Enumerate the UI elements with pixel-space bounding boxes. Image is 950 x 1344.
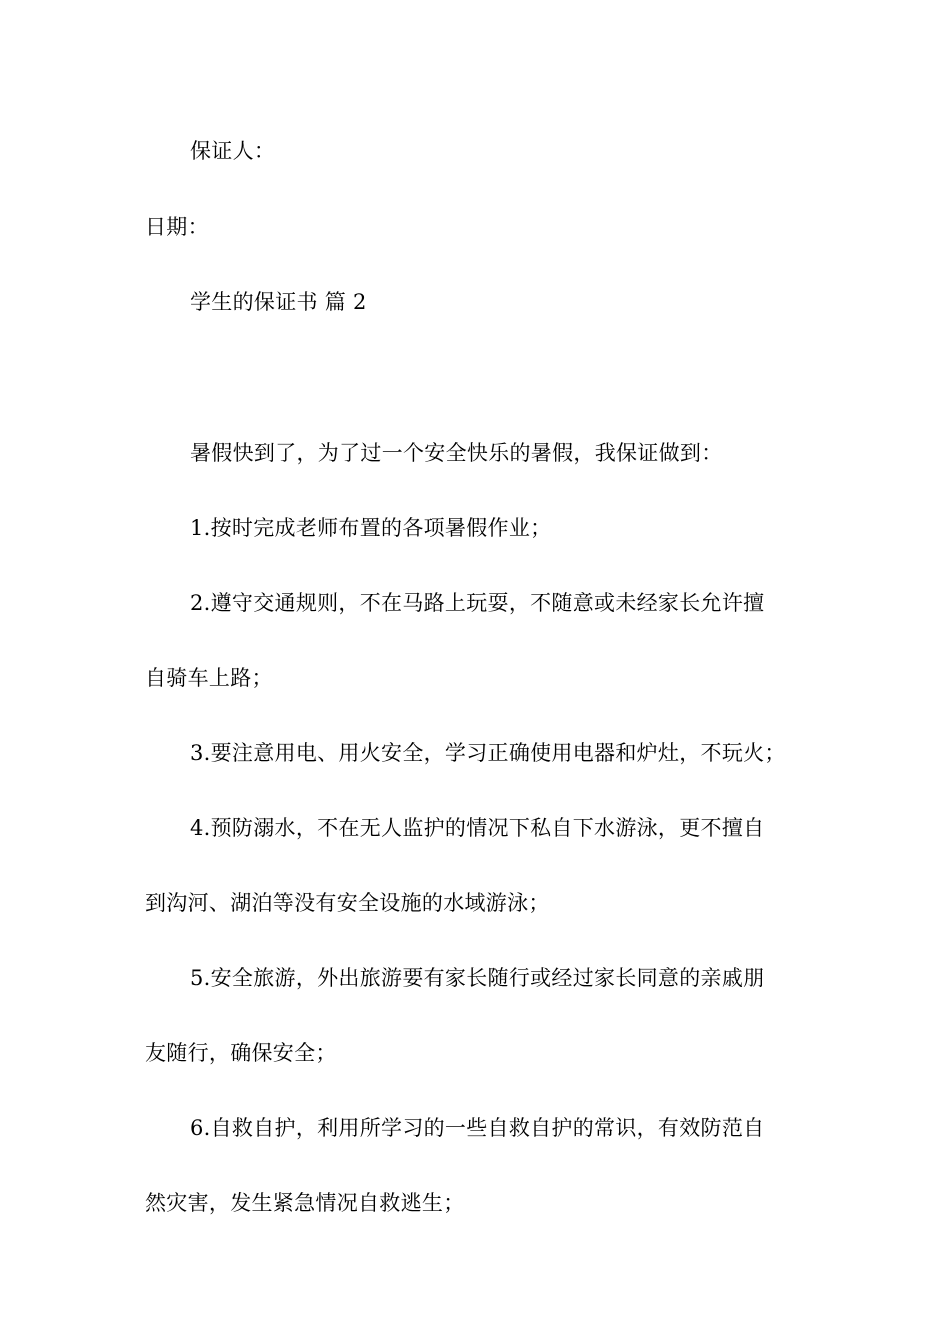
paragraph-item-5-line-1: 5.安全旅游，外出旅游要有家长随行或经过家长同意的亲戚朋 [190,966,765,990]
paragraph-item-2-line-2: 自骑车上路； [145,666,273,690]
paragraph-item-1: 1.按时完成老师布置的各项暑假作业； [190,516,552,540]
paragraph-item-6-line-1: 6.自救自护，利用所学习的一些自救自护的常识，有效防范自 [190,1116,765,1140]
signature-line: 保证人： [190,139,276,163]
paragraph-item-4-line-2: 到沟河、湖泊等没有安全设施的水域游泳； [145,891,550,915]
paragraph-intro: 暑假快到了，为了过一个安全快乐的暑假，我保证做到： [190,441,723,465]
paragraph-item-5-line-2: 友随行，确保安全； [145,1041,337,1065]
section-title: 学生的保证书 篇 2 [190,290,367,314]
date-line: 日期： [145,215,209,239]
paragraph-item-3: 3.要注意用电、用火安全，学习正确使用电器和炉灶，不玩火； [190,741,786,765]
paragraph-item-6-line-2: 然灾害，发生紧急情况自救逃生； [145,1191,465,1215]
paragraph-item-4-line-1: 4.预防溺水，不在无人监护的情况下私自下水游泳，更不擅自 [190,816,765,840]
paragraph-item-2-line-1: 2.遵守交通规则，不在马路上玩耍，不随意或未经家长允许擅 [190,591,765,615]
